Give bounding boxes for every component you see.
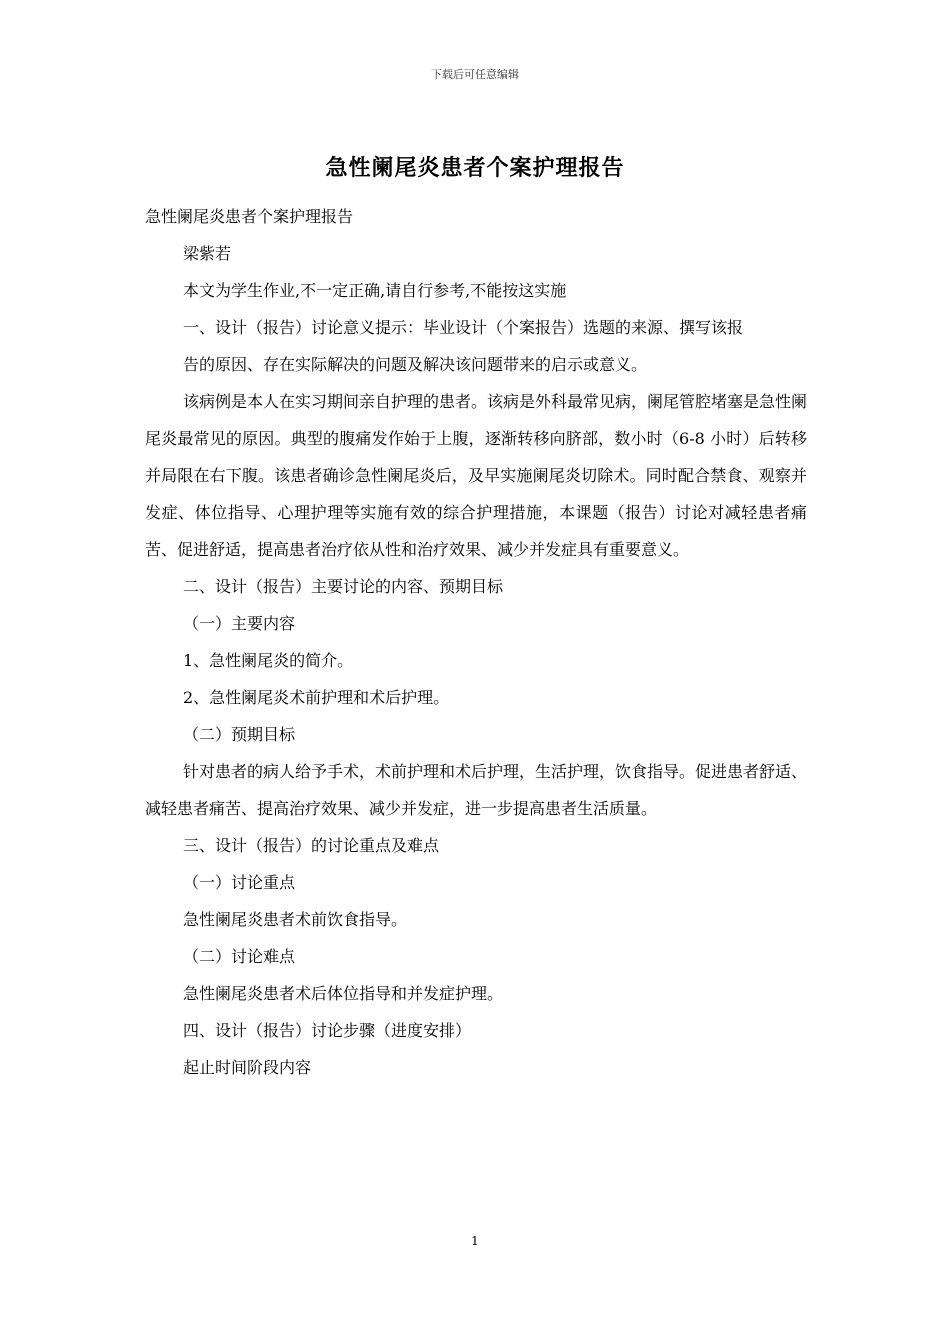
section-heading: 三、设计（报告）的讨论重点及难点 [183, 836, 440, 855]
subsection-heading: （二）预期目标 [183, 725, 296, 744]
document-body [145, 198, 807, 1086]
subsection-heading: （二）讨论难点 [183, 947, 296, 966]
paragraph: 本文为学生作业,不一定正确,请自行参考,不能按这实施 [183, 281, 567, 300]
paragraph: 急性阑尾炎患者术前饮食指导。 [183, 910, 408, 929]
author-name: 梁紫若 [183, 244, 232, 263]
header-note: 下载后可任意编辑 [431, 68, 519, 81]
paragraph: 起止时间阶段内容 [183, 1058, 312, 1077]
subsection-heading: （一）讨论重点 [183, 873, 296, 892]
paragraph: 急性阑尾炎患者个案护理报告 [145, 207, 354, 226]
paragraph: 针对患者的病人给予手术，术前护理和术后护理，生活护理，饮食指导。促进患者舒适、减轻患者痛苦、提高治疗效果、减少并发症，进一步提高患者生活质量。 [145, 762, 808, 818]
section-heading: 四、设计（报告）讨论步骤（进度安排） [183, 1021, 472, 1040]
paragraph: 告的原因、存在实际解决的问题及解决该问题带来的启示或意义。 [183, 355, 648, 374]
document-title: 急性阑尾炎患者个案护理报告 [325, 156, 625, 181]
subsection-heading: （一）主要内容 [183, 614, 296, 633]
section-heading: 一、设计（报告）讨论意义提示：毕业设计（个案报告）选题的来源、撰写该报 [183, 318, 744, 337]
paragraph: 急性阑尾炎患者术后体位指导和并发症护理。 [183, 984, 504, 1003]
section-heading: 二、设计（报告）主要讨论的内容、预期目标 [183, 577, 504, 596]
list-item: 1、急性阑尾炎的简介。 [183, 651, 354, 670]
paragraph: 该病例是本人在实习期间亲自护理的患者。该病是外科最常见病，阑尾管腔堵塞是急性阑尾炎最常见的原因。典型的腹痛发作始于上腹，逐渐转移向脐部，数小时（6-8 小时）后转移并局限在右下腹。该患者确诊急性阑尾炎后，及早实施阑尾炎切除术。同时配合禁食、观察并发症、体位指导、心理护理等实施有效的综合护理措施，本课题（报告）讨论对减轻患者痛苦、促进舒适，提高患者治疗依从性和治疗效果、减少并发症具有重要意义。 [145, 392, 808, 559]
page-number: 1 [471, 1234, 479, 1248]
list-item: 2、急性阑尾炎术前护理和术后护理。 [183, 688, 450, 707]
